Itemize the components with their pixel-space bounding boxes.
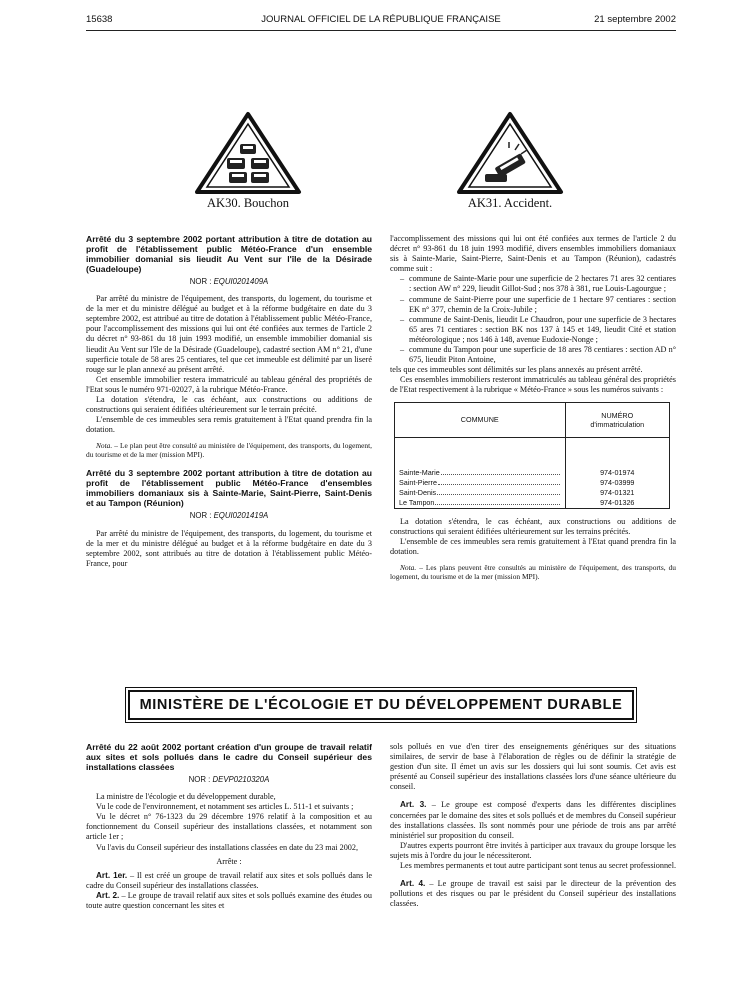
paragraph: La ministre de l'écologie et du développement durable, bbox=[96, 792, 276, 802]
nor-reference bbox=[86, 775, 372, 785]
registration-table bbox=[394, 402, 670, 509]
registration-number: 974-01321 bbox=[565, 488, 670, 498]
article-text: – Le groupe de travail relatif aux sites et sols pollués examine des études ou toute autre question concernant les sites et bbox=[86, 890, 372, 911]
paragraph: l'accomplissement des missions qui lui ont été confiées aux termes de l'article 2 du décret n° 93-861 du 18 juin 1993 modifié, divers ensembles immobiliers domaniaux sis à Sainte-Marie, Saint-Pierre, Saint-Denis et au Tampon (Réunion), cadastrés comme suit : bbox=[390, 234, 676, 274]
ministry-banner: MINISTÈRE DE L'ÉCOLOGIE ET DU DÉVELOPPEMENT DURABLE bbox=[128, 690, 634, 720]
decree-title: Arrêté du 22 août 2002 portant création d'un groupe de travail relatif aux sites et sols pollués dans le cadre du Conseil supérieur des installations classées bbox=[86, 742, 372, 772]
article-text: – Le groupe est composé d'experts dans les différentes disciplines concernées par le domaine des sites et sols pollués et de membres du Conseil supérieur des installations classées. Ils sont nommés pour une période de trois ans par arrêté ministériel sur proposition du conseil. bbox=[390, 800, 676, 840]
table-header-commune: COMMUNE bbox=[395, 402, 566, 437]
table-header-numero bbox=[565, 402, 670, 437]
article-text: – Le groupe de travail est saisi par le directeur de la prévention des pollutions et des risques ou par le président du Conseil supérieur des installations classées. bbox=[390, 879, 676, 909]
sign-ak30 bbox=[168, 110, 328, 211]
decree-title: Arrêté du 3 septembre 2002 portant attribution à titre de dotation au profit de l'établissement public Météo-France d'ensembles immobiliers domaniaux sis à Sainte-Marie, Saint-Pierre, Saint-Denis et au Tampon (Réunion) bbox=[86, 468, 372, 509]
table-row bbox=[395, 468, 670, 478]
running-header bbox=[86, 14, 676, 30]
article-label: Art. 3. bbox=[400, 800, 427, 810]
nor-reference bbox=[86, 511, 372, 521]
nor-reference bbox=[86, 277, 372, 287]
paragraph: Ces ensembles immobiliers resteront immatriculés au tableau général des propriétés de l'Etat respectivement à la rubrique « Météo-France » sous les numéros suivants : bbox=[390, 375, 676, 395]
nota-label: Nota. bbox=[96, 441, 113, 451]
commune-name: Saint-Denis bbox=[399, 487, 437, 497]
paragraph: Vu le code de l'environnement, et notamment ses articles L. 511-1 et suivants ; bbox=[96, 802, 354, 812]
traffic-jam-sign-icon bbox=[193, 110, 303, 196]
article-1 bbox=[86, 871, 372, 891]
journal-title: JOURNAL OFFICIEL DE LA RÉPUBLIQUE FRANÇAISE bbox=[261, 14, 501, 25]
nor-code: DEVP0210320A bbox=[212, 775, 270, 784]
registration-number: 974-03999 bbox=[565, 478, 670, 488]
list-item: – commune de Sainte-Marie pour une superficie de 2 hectares 71 ares 32 centiares : section AW n° 229, lieudit Gillot-Sud ; nos 378 à 381, rue Louis-Lagourgue ; bbox=[400, 274, 676, 294]
issue-date: 21 septembre 2002 bbox=[594, 14, 676, 25]
paragraph: La dotation s'étendra, le cas échéant, aux constructions ou additions de constructions qui seraient édifiées ultérieurement sur les terrains précités. bbox=[390, 516, 676, 536]
paragraph: Par arrêté du ministre de l'équipement, des transports, du logement, du tourisme et de la mer et du ministre délégué au budget et à la réforme budgétaire en date du 3 septembre 2002, est attribué au titre de dotation à l'établissement public Météo-France, pour l'accomplissement des missions qui lui ont été confiées aux termes de l'article 2 du décret n° 93-861 du 18 juin 1993 modifié, un ensemble immobilier domanial sis lieudit Au Vent sur l'île de la Désirade (Guadeloupe), cadastré section AM n° 21, d'une superficie totale de 58 ares 25 centiares, tel que cet immeuble est délimité par un liseré rouge sur le plan annexé au présent arrêté. bbox=[86, 294, 372, 374]
list-item: – commune du Tampon pour une superficie de 18 ares 78 centiares : section AD n° 675, lieudit Piton Antoine, bbox=[400, 345, 676, 365]
table-row bbox=[395, 498, 670, 509]
paragraph: sols pollués en vue d'en tirer des enseignements génériques sur des situations similaires, de servir de base à l'élaboration de règles ou de définir la stratégie de gestion d'un site. Il émet un avis sur les dossiers qui lui sont soumis. Cet avis est présenté au Conseil supérieur des installations classées lors d'une séance ultérieure du conseil. bbox=[390, 742, 676, 792]
paragraph: Les membres permanents et tout autre participant sont tenus au secret professionnel. bbox=[400, 861, 677, 871]
left-column-lower bbox=[86, 742, 372, 911]
list-item: – commune de Saint-Pierre pour une superficie de 1 hectare 97 centiares : section EK n° 377, chemin de la Croix-Jubile ; bbox=[400, 295, 676, 315]
registration-number: 974-01974 bbox=[565, 468, 670, 478]
paragraph: Par arrêté du ministre de l'équipement, des transports, du logement, du tourisme et de la mer et du ministre délégué au budget et à la réforme budgétaire en date du 3 septembre 2002, sont attribués au titre de dotation à l'établissement public Météo-France, pour bbox=[86, 528, 372, 568]
article-label: Art. 4. bbox=[400, 879, 426, 889]
table-row bbox=[395, 478, 670, 488]
header-line: d'immatriculation bbox=[590, 419, 645, 429]
nor-label: NOR : bbox=[189, 511, 212, 521]
right-column-lower bbox=[390, 742, 676, 909]
commune-name: Le Tampon bbox=[399, 497, 435, 507]
commune-name: Saint-Pierre bbox=[399, 477, 437, 487]
nota-text: – Les plans peuvent être consultés au ministère de l'équipement, des transports, du logement, du tourisme et de la mer (mission MPI). bbox=[390, 562, 676, 581]
nor-code: EQUI0201419A bbox=[213, 511, 269, 521]
sign-caption: AK30. Bouchon bbox=[207, 196, 289, 210]
paragraph: D'autres experts pourront être invités à participer aux travaux du groupe lorsque les sujets mis à l'ordre du jour le nécessiteront. bbox=[390, 840, 676, 860]
paragraph: L'ensemble de ces immeubles sera remis gratuitement à l'Etat quand prendra fin la dotation. bbox=[390, 536, 676, 556]
header-line: NUMÉRO bbox=[601, 410, 634, 420]
nor-label: NOR : bbox=[188, 775, 211, 784]
article-label: Art. 1er. bbox=[96, 870, 128, 880]
article-label: Art. 2. bbox=[96, 890, 120, 900]
paragraph: L'ensemble de ces immeubles sera remis gratuitement à l'Etat quand prendra fin la dotation. bbox=[86, 415, 372, 435]
page-number: 15638 bbox=[86, 14, 113, 25]
paragraph: La dotation s'étendra, le cas échéant, aux constructions ou additions de constructions qui seraient édifiées ultérieurement sur le terrain précité. bbox=[86, 395, 372, 415]
right-column-upper bbox=[390, 234, 676, 581]
parcel-list bbox=[390, 274, 676, 365]
paragraph: tels que ces immeubles sont délimités sur les plans annexés au présent arrêté. bbox=[390, 365, 643, 375]
sign-ak31 bbox=[430, 110, 590, 211]
nor-code: EQUI0201409A bbox=[213, 277, 269, 286]
arrete-heading: Arrête : bbox=[216, 856, 242, 866]
paragraph: Vu l'avis du Conseil supérieur des installations classées en date du 23 mai 2002, bbox=[96, 842, 359, 852]
registration-number: 974-01326 bbox=[565, 498, 670, 509]
list-item: – commune de Saint-Denis, lieudit Le Chaudron, pour une superficie de 3 hectares 65 ares 71 centiares : section BK nos 137 à 145 et 149, lieudit Cité et station météorologique ; nos 146 à 148, avenue Eudoxie-Nonge ; bbox=[400, 315, 676, 345]
nota bbox=[86, 441, 372, 459]
article-3 bbox=[390, 800, 676, 840]
commune-name: Sainte-Marie bbox=[399, 467, 440, 477]
header-rule bbox=[86, 30, 676, 31]
nota-text: – Le plan peut être consulté au ministère de l'équipement, des transports, du logement, du tourisme et de la mer (mission MPI). bbox=[86, 441, 372, 460]
sign-caption: AK31. Accident. bbox=[467, 196, 553, 210]
nor-label: NOR : bbox=[189, 277, 212, 286]
accident-sign-icon bbox=[455, 110, 565, 196]
nota-label: Nota. bbox=[400, 562, 417, 572]
paragraph: Vu le décret n° 76-1323 du 29 décembre 1976 relatif à la composition et au fonctionnement du Conseil supérieur des installations classées, et notamment son article 1er ; bbox=[86, 812, 372, 842]
nota bbox=[390, 563, 676, 581]
article-text: – Il est créé un groupe de travail relatif aux sites et sols pollués dans le cadre du Conseil supérieur des installations classées. bbox=[86, 870, 372, 890]
decree-title: Arrêté du 3 septembre 2002 portant attribution à titre de dotation au profit de l'établissement public Météo-France d'un ensemble immobilier domanial sis lieudit Au Vent sur l'île de la Désirade (Guadeloupe) bbox=[86, 234, 372, 274]
left-column-upper bbox=[86, 234, 372, 569]
article-2 bbox=[86, 891, 372, 911]
paragraph: Cet ensemble immobilier restera immatriculé au tableau général des propriétés de l'Etat sous le numéro 971-02027, à la rubrique Météo-France. bbox=[86, 374, 372, 394]
table-row bbox=[395, 488, 670, 498]
article-4 bbox=[390, 879, 676, 909]
